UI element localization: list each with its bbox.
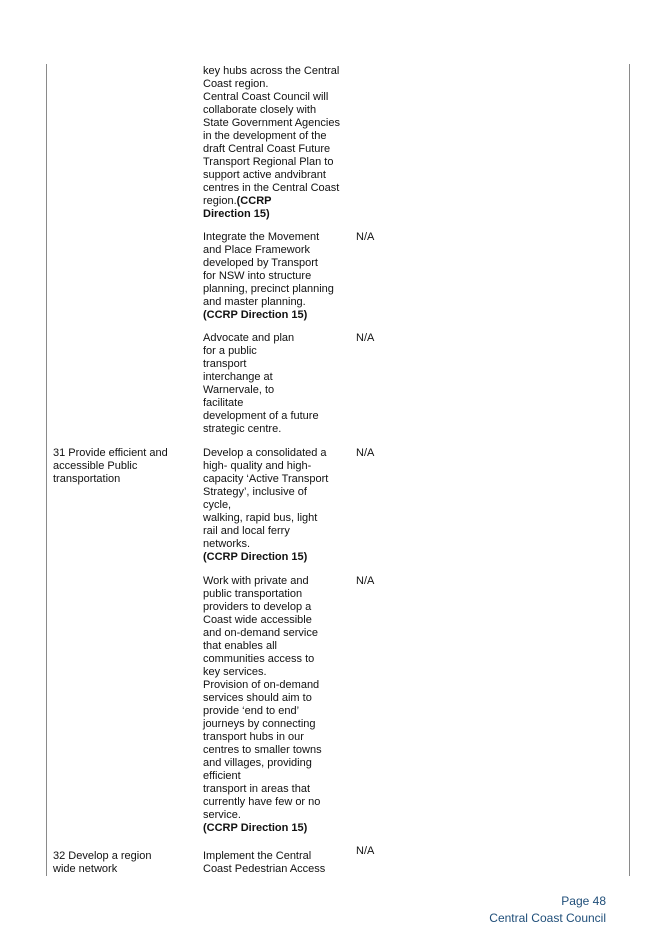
action-reference: (CCRP Direction 15)	[203, 822, 308, 834]
table-row-action: Advocate and plan for a public transport interchange at Warnervale, to facilitate development of a future strategic centre.	[203, 332, 319, 435]
action-reference: (CCRP Direction 15)	[203, 551, 308, 563]
table-left-border	[46, 64, 47, 876]
table-row-action: Implement the Central Coast Pedestrian Access	[203, 850, 326, 875]
status-cell: N/A	[356, 575, 375, 587]
table-row-action: Integrate the Movement and Place Framework developed by Transport for NSW into structure planning, precinct planning and master planning. (CCRP Direction 15)	[203, 231, 351, 322]
table-row-action: Develop a consolidated a high- quality and high- capacity ‘Active Transport Strategy’, inclusive of cycle, walking, rapid bus, light rail and local ferry networks. (CCRP Direction 15)	[203, 447, 351, 564]
table-row-action: key hubs across the Central Coast region. Central Coast Council will collaborate closely with State Government Agencies in the development of the draft Central Coast Future Transport Regional Plan to support active andvibrant centres in the Central Coast region.(CCRP Direction 15)	[203, 65, 351, 221]
objective-cell: 31 Provide efficient and accessible Public transportation	[53, 447, 168, 485]
status-cell: N/A	[356, 447, 375, 459]
table-row-action: Work with private and public transportation providers to develop a Coast wide accessible and on-demand service that enables all communities access to key services. Provision of on-demand services should aim to provide ‘end to end’ journeys by connecting transport hubs in our centres to smaller towns and villages, providing efficient transport in areas that currently have few or no service. (CCRP Direction 15)	[203, 575, 351, 835]
status-cell: N/A	[356, 231, 375, 243]
action-reference: (CCRP	[236, 195, 272, 207]
page-number: Page 48	[561, 894, 606, 908]
status-cell: N/A	[356, 332, 375, 344]
table-right-border	[629, 64, 630, 876]
footer-organisation: Central Coast Council	[489, 911, 606, 925]
action-reference: Direction 15)	[203, 208, 270, 220]
objective-cell: 32 Develop a region wide network	[53, 850, 152, 875]
status-cell: N/A	[356, 845, 375, 857]
action-reference: (CCRP Direction 15)	[203, 309, 308, 321]
